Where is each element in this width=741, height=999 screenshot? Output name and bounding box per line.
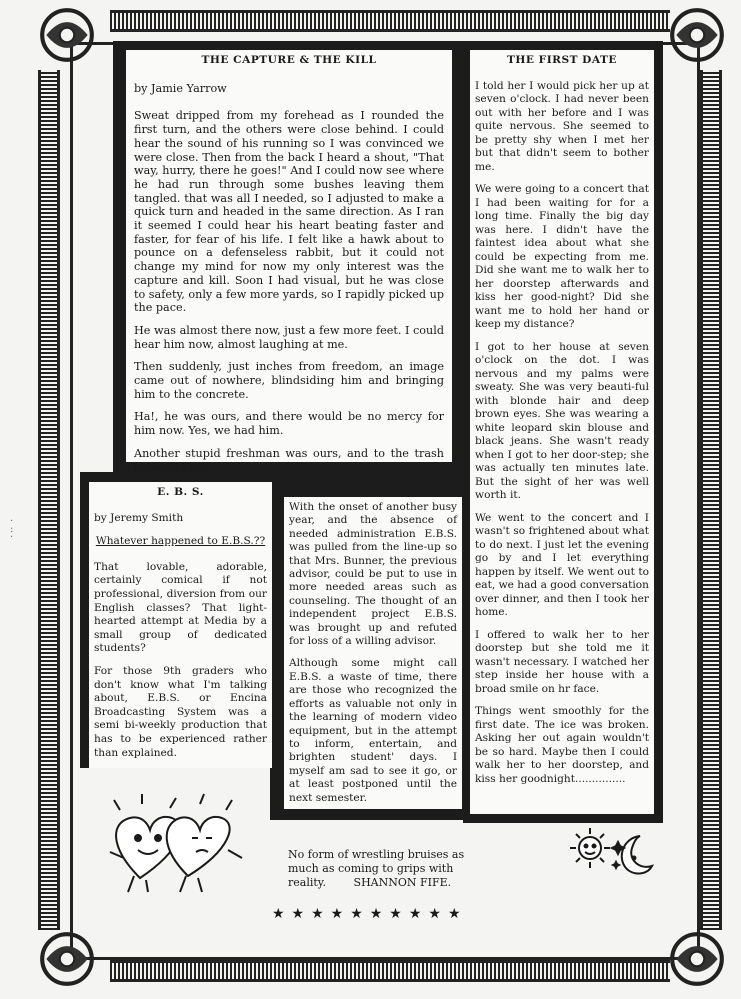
paragraph: Sweat dripped from my forehead as I rounded the first turn, and the others were close behind. I could hear the sound of his running so I was convinced we were close. Then from the back I heard a shout, "That way, hurry, there he goes!" And I could now see where he had run through some bushes leaving them tangled. that was all I needed, so I adjusted to make a quick turn and headed in the same direction. As I ran it seemed I could hear his heart beating faster and faster, for fear of his life. I felt like a hawk about to pounce on a defenseless rabbit, but it could not change my mind for now my only interest was the capture and kill. Soon I had visual, but he was close to safety, only a few more yards, so I rapidly picked up the pace.	[134, 109, 445, 315]
article-capture	[126, 50, 452, 474]
paragraph: We went to the concert and I wasn't so frightened about what to do next. I just let the evening go by and I let everything happen by itself. We went out to eat, we had a good conversation over dinner, and then I took her home.	[475, 511, 649, 618]
paragraph: Although some might call E.B.S. a waste of time, there are those who recognized the efforts as valuable not only in the learning of modern video equipment, but in the attempt to inform, entertain, and brighten student' days. I myself am sad to see it go, or at least postponed until the next semester.	[289, 657, 457, 804]
article-title: THE CAPTURE & THE KILL	[201, 54, 377, 66]
closing-quote	[288, 848, 488, 890]
paragraph: Then suddenly, just inches from freedom, an image came out of nowhere, blindsiding him and bringing him to the concrete.	[134, 360, 444, 401]
quote-text: No form of wrestling bruises as much as coming to grips with reality.	[288, 848, 465, 889]
paragraph: With the onset of another busy year, and the absence of needed administration E.B.S. was pulled from the line-up so that Mrs. Bunner, the previous advisor, could be put to use in more needed areas such as counseling. The thought of an independent project E.B.S. was brought up and refuted for loss of a willing advisor.	[289, 501, 457, 648]
border-right	[700, 70, 722, 930]
border-left	[38, 70, 60, 930]
article-first-date	[470, 50, 654, 814]
article-title: E. B. S.	[157, 486, 204, 498]
corner-ornament-icon	[666, 928, 728, 990]
paragraph: Ha!, he was ours, and there would be no mercy for him now. Yes, we had him.	[134, 410, 444, 438]
quote-author: SHANNON FIFE.	[353, 876, 452, 889]
paragraph: Another stupid freshman was ours, and to the trash he would go....	[134, 446, 444, 474]
paragraph: I told her I would pick her up at seven o'clock. I had never been out with her before and I was quite nervous. She seemed to be pretty shy when I met her but that didn't seem to bother me.	[475, 79, 649, 173]
paragraph: For those 9th graders who don't know what I'm talking about, E.B.S. or Encina Broadcasting System was a semi bi-weekly production that has to be experienced rather than explained.	[94, 664, 267, 759]
corner-ornament-icon	[36, 4, 98, 66]
article-byline: by Jeremy Smith	[94, 511, 184, 524]
moon-face-icon	[610, 832, 656, 878]
paragraph: He was almost there now, just a few more feet. I could hear him now, almost laughing at me.	[134, 323, 444, 351]
article-byline: by Jamie Yarrow	[134, 81, 227, 95]
article-ebs	[89, 482, 272, 768]
paragraph: I offered to walk her to her doorstep but she told me it wasn't necessary. I watched her step inside her house with a broad smile on hr face.	[475, 628, 649, 695]
paragraph: Things went smoothly for the first date. The ice was broken. Asking her out again wouldn't be so hard. Maybe then I could walk her to her doorstep, and kiss her goodnight...............	[475, 705, 649, 785]
border-bottom	[110, 960, 670, 982]
article-subtitle: Whatever happened to E.B.S.??	[95, 535, 266, 548]
paragraph: We were going to a concert that I had been waiting for for a long time. Finally the big day was here. I didn't have the faintest idea about what she could be expecting from me. Did she want me to walk her to her doorstep afterwards and kiss her good-night? Did she want me to hold her hand or keep my distance?	[475, 183, 649, 330]
border-top	[110, 10, 670, 32]
article-title: THE FIRST DATE	[507, 54, 617, 66]
corner-ornament-icon	[666, 4, 728, 66]
hearts-couple-icon	[100, 788, 250, 898]
star-row: ★★★★★★★★★★	[272, 906, 468, 922]
margin-specks: · : ·	[10, 516, 14, 543]
corner-ornament-icon	[36, 928, 98, 990]
paragraph: That lovable, adorable, certainly comical if not professional, diversion from our English classes? That light-hearted attempt at Media by a small group of dedicated students?	[94, 560, 267, 655]
article-ebs-continued	[284, 497, 462, 809]
paragraph: I got to her house at seven o'clock on the dot. I was nervous and my palms were sweaty. She was very beauti-ful with blonde hair and deep brown eyes. She was wearing a white leopard skin blouse and black jeans. She wasn't ready when I got to her door-step; she was actually ten minutes late. But the sight of her was well worth it.	[475, 340, 649, 501]
sun-face-icon	[568, 826, 612, 870]
